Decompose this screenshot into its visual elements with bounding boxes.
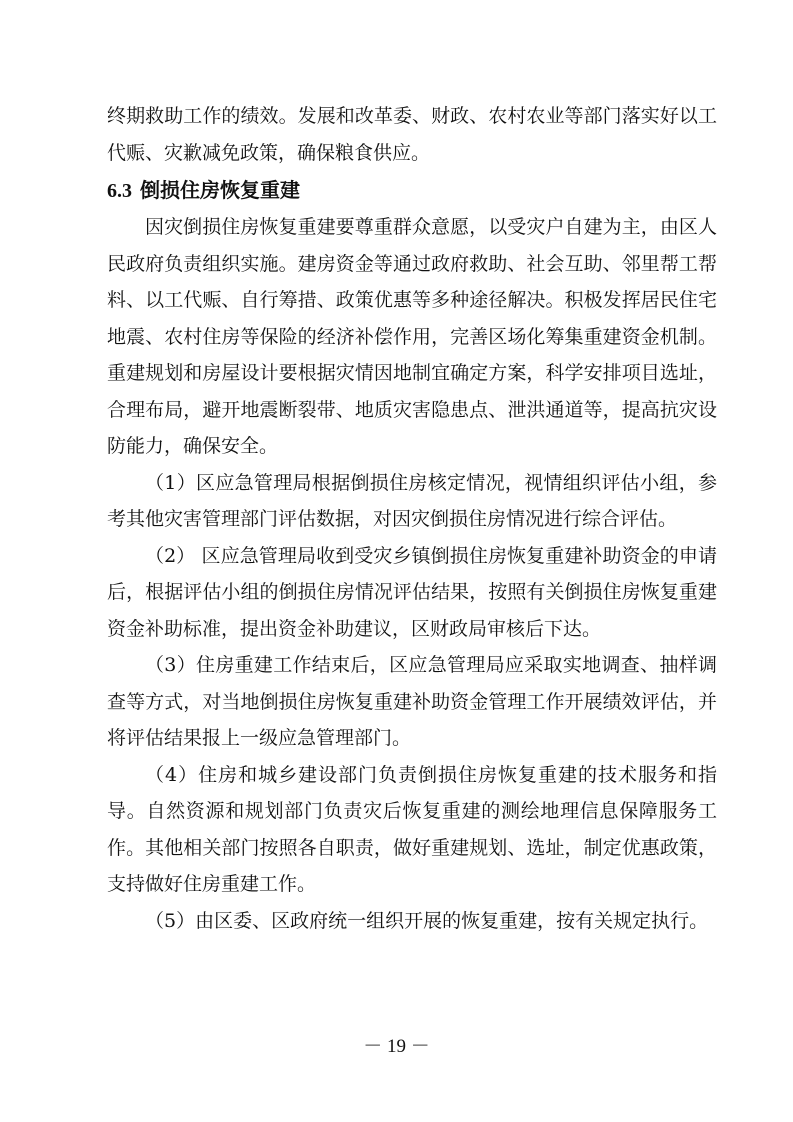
page-number: － 19 － <box>363 1036 430 1057</box>
body-paragraph-item-3: （3）住房重建工作结束后，区应急管理局应采取实地调查、抽样调查等方式，对当地倒损住房恢复重建补助资金管理工作开展绩效评估，并将评估结果报上一级应急管理部门。 <box>107 654 717 749</box>
section-title: 倒损住房恢复重建 <box>140 178 300 202</box>
intro-continuation-paragraph: 终期救助工作的绩效。发展和改革委、财政、农村农业等部门落实好以工代赈、灾歉减免政策，确保粮食供应。 <box>107 105 717 164</box>
document-page <box>107 98 717 939</box>
section-heading <box>107 172 717 208</box>
body-paragraph-item-1: （1）区应急管理局根据倒损住房核定情况，视情组织评估小组，参考其他灾害管理部门评估数据，对因灾倒损住房情况进行综合评估。 <box>107 471 717 530</box>
body-paragraph-item-4: （4）住房和城乡建设部门负责倒损住房恢复重建的技术服务和指导。自然资源和规划部门负责灾后恢复重建的测绘地理信息保障服务工作。其他相关部门按照各自职责，做好重建规划、选址，制定优惠政策，支持做好住房重建工作。 <box>107 763 717 895</box>
body-paragraph-item-2: （2） 区应急管理局收到受灾乡镇倒损住房恢复重建补助资金的申请后，根据评估小组的倒损住房情况评估结果，按照有关倒损住房恢复重建资金补助标准，提出资金补助建议，区财政局审核后下达。 <box>107 544 717 640</box>
section-number: 6.3 <box>107 180 132 202</box>
body-paragraph-item-5: （5）由区委、区政府统一组织开展的恢复重建，按有关规定执行。 <box>145 909 709 932</box>
body-paragraph-main: 因灾倒损住房恢复重建要尊重群众意愿，以受灾户自建为主，由区人民政府负责组织实施。建房资金等通过政府救助、社会互助、邻里帮工帮料、以工代赈、自行筹措、政策优惠等多种途径解决。积极发挥居民住宅地震、农村住房等保险的经济补偿作用，完善区场化筹集重建资金机制。重建规划和房屋设计要根据灾情因地制宜确定方案，科学安排项目选址，合理布局，避开地震断裂带、地质灾害隐患点、泄洪通道等，提高抗灾设防能力，确保安全。 <box>107 216 717 457</box>
